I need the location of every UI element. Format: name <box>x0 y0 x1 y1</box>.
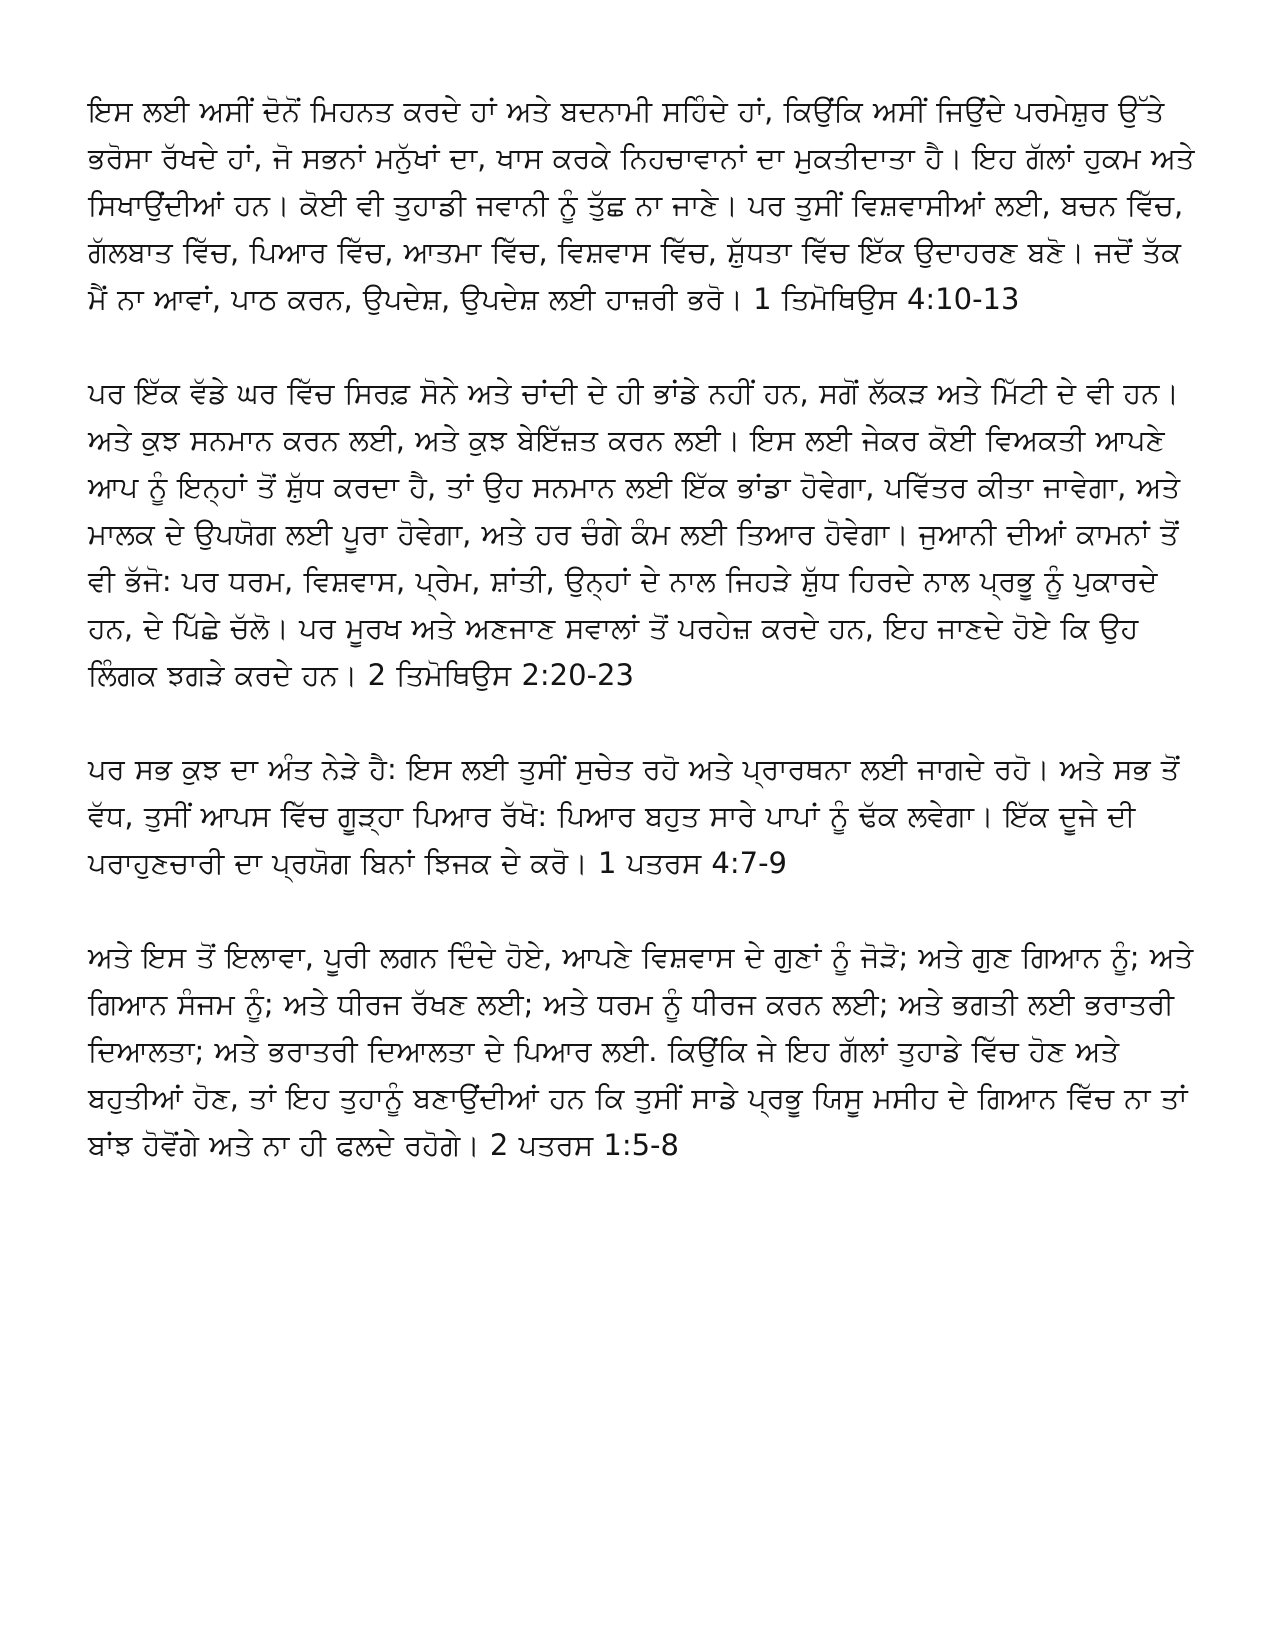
scripture-passage-3: ਪਰ ਸਭ ਕੁਝ ਦਾ ਅੰਤ ਨੇੜੇ ਹੈ: ਇਸ ਲਈ ਤੁਸੀਂ ਸੁਚੇਤ ਰਹੋ ਅਤੇ ਪ੍ਰਾਰਥਨਾ ਲਈ ਜਾਗਦੇ ਰਹੋ। ਅਤੇ ਸਭ ਤੋਂ ਵੱਧ, ਤੁਸੀਂ ਆਪਸ ਵਿੱਚ ਗੂੜ੍ਹਾ ਪਿਆਰ ਰੱਖੋ: ਪਿਆਰ ਬਹੁਤ ਸਾਰੇ ਪਾਪਾਂ ਨੂੰ ਢੱਕ ਲਵੇਗਾ। ਇੱਕ ਦੂਜੇ ਦੀ ਪਰਾਹੁਣਚਾਰੀ ਦਾ ਪ੍ਰਯੋਗ ਬਿਨਾਂ ਝਿਜਕ ਦੇ ਕਰੋ। 1 ਪਤਰਸ 4:7-9 <box>88 752 1180 880</box>
document-page <box>88 88 1198 1169</box>
scripture-passage-1: ਇਸ ਲਈ ਅਸੀਂ ਦੋਨੋਂ ਮਿਹਨਤ ਕਰਦੇ ਹਾਂ ਅਤੇ ਬਦਨਾਮੀ ਸਹਿੰਦੇ ਹਾਂ, ਕਿਉਂਕਿ ਅਸੀਂ ਜਿਉਂਦੇ ਪਰਮੇਸ਼ੁਰ ਉੱਤੇ ਭਰੋਸਾ ਰੱਖਦੇ ਹਾਂ, ਜੋ ਸਭਨਾਂ ਮਨੁੱਖਾਂ ਦਾ, ਖਾਸ ਕਰਕੇ ਨਿਹਚਾਵਾਨਾਂ ਦਾ ਮੁਕਤੀਦਾਤਾ ਹੈ। ਇਹ ਗੱਲਾਂ ਹੁਕਮ ਅਤੇ ਸਿਖਾਉਂਦੀਆਂ ਹਨ। ਕੋਈ ਵੀ ਤੁਹਾਡੀ ਜਵਾਨੀ ਨੂੰ ਤੁੱਛ ਨਾ ਜਾਣੇ। ਪਰ ਤੁਸੀਂ ਵਿਸ਼ਵਾਸੀਆਂ ਲਈ, ਬਚਨ ਵਿੱਚ, ਗੱਲਬਾਤ ਵਿੱਚ, ਪਿਆਰ ਵਿੱਚ, ਆਤਮਾ ਵਿੱਚ, ਵਿਸ਼ਵਾਸ ਵਿੱਚ, ਸ਼ੁੱਧਤਾ ਵਿੱਚ ਇੱਕ ਉਦਾਹਰਣ ਬਣੋ। ਜਦੋਂ ਤੱਕ ਮੈਂ ਨਾ ਆਵਾਂ, ਪਾਠ ਕਰਨ, ਉਪਦੇਸ਼, ਉਪਦੇਸ਼ ਲਈ ਹਾਜ਼ਰੀ ਭਰੋ। 1 ਤਿਮੋਥਿਉਸ 4:10-13 <box>88 94 1195 316</box>
scripture-passage-4: ਅਤੇ ਇਸ ਤੋਂ ਇਲਾਵਾ, ਪੂਰੀ ਲਗਨ ਦਿੰਦੇ ਹੋਏ, ਆਪਣੇ ਵਿਸ਼ਵਾਸ ਦੇ ਗੁਣਾਂ ਨੂੰ ਜੋੜੋ; ਅਤੇ ਗੁਣ ਗਿਆਨ ਨੂੰ; ਅਤੇ ਗਿਆਨ ਸੰਜਮ ਨੂੰ; ਅਤੇ ਧੀਰਜ ਰੱਖਣ ਲਈ; ਅਤੇ ਧਰਮ ਨੂੰ ਧੀਰਜ ਕਰਨ ਲਈ; ਅਤੇ ਭਗਤੀ ਲਈ ਭਰਾਤਰੀ ਦਿਆਲਤਾ; ਅਤੇ ਭਰਾਤਰੀ ਦਿਆਲਤਾ ਦੇ ਪਿਆਰ ਲਈ. ਕਿਉਂਕਿ ਜੇ ਇਹ ਗੱਲਾਂ ਤੁਹਾਡੇ ਵਿੱਚ ਹੋਣ ਅਤੇ ਬਹੁਤੀਆਂ ਹੋਣ, ਤਾਂ ਇਹ ਤੁਹਾਨੂੰ ਬਣਾਉਂਦੀਆਂ ਹਨ ਕਿ ਤੁਸੀਂ ਸਾਡੇ ਪ੍ਰਭੂ ਯਿਸੂ ਮਸੀਹ ਦੇ ਗਿਆਨ ਵਿੱਚ ਨਾ ਤਾਂ ਬਾਂਝ ਹੋਵੋਂਗੇ ਅਤੇ ਨਾ ਹੀ ਫਲਦੇ ਰਹੋਗੇ। 2 ਪਤਰਸ 1:5-8 <box>88 940 1194 1162</box>
scripture-passage-2: ਪਰ ਇੱਕ ਵੱਡੇ ਘਰ ਵਿੱਚ ਸਿਰਫ਼ ਸੋਨੇ ਅਤੇ ਚਾਂਦੀ ਦੇ ਹੀ ਭਾਂਡੇ ਨਹੀਂ ਹਨ, ਸਗੋਂ ਲੱਕੜ ਅਤੇ ਮਿੱਟੀ ਦੇ ਵੀ ਹਨ। ਅਤੇ ਕੁਝ ਸਨਮਾਨ ਕਰਨ ਲਈ, ਅਤੇ ਕੁਝ ਬੇਇੱਜ਼ਤ ਕਰਨ ਲਈ। ਇਸ ਲਈ ਜੇਕਰ ਕੋਈ ਵਿਅਕਤੀ ਆਪਣੇ ਆਪ ਨੂੰ ਇਨ੍ਹਾਂ ਤੋਂ ਸ਼ੁੱਧ ਕਰਦਾ ਹੈ, ਤਾਂ ਉਹ ਸਨਮਾਨ ਲਈ ਇੱਕ ਭਾਂਡਾ ਹੋਵੇਗਾ, ਪਵਿੱਤਰ ਕੀਤਾ ਜਾਵੇਗਾ, ਅਤੇ ਮਾਲਕ ਦੇ ਉਪਯੋਗ ਲਈ ਪੂਰਾ ਹੋਵੇਗਾ, ਅਤੇ ਹਰ ਚੰਗੇ ਕੰਮ ਲਈ ਤਿਆਰ ਹੋਵੇਗਾ। ਜੁਆਨੀ ਦੀਆਂ ਕਾਮਨਾਂ ਤੋਂ ਵੀ ਭੱਜੋ: ਪਰ ਧਰਮ, ਵਿਸ਼ਵਾਸ, ਪ੍ਰੇਮ, ਸ਼ਾਂਤੀ, ਉਨ੍ਹਾਂ ਦੇ ਨਾਲ ਜਿਹੜੇ ਸ਼ੁੱਧ ਹਿਰਦੇ ਨਾਲ ਪ੍ਰਭੂ ਨੂੰ ਪੁਕਾਰਦੇ ਹਨ, ਦੇ ਪਿੱਛੇ ਚੱਲੋ। ਪਰ ਮੂਰਖ ਅਤੇ ਅਣਜਾਣ ਸਵਾਲਾਂ ਤੋਂ ਪਰਹੇਜ਼ ਕਰਦੇ ਹਨ, ਇਹ ਜਾਣਦੇ ਹੋਏ ਕਿ ਉਹ ਲਿੰਗਕ ਝਗੜੇ ਕਰਦੇ ਹਨ। 2 ਤਿਮੋਥਿਉਸ 2:20-23 <box>88 376 1181 692</box>
